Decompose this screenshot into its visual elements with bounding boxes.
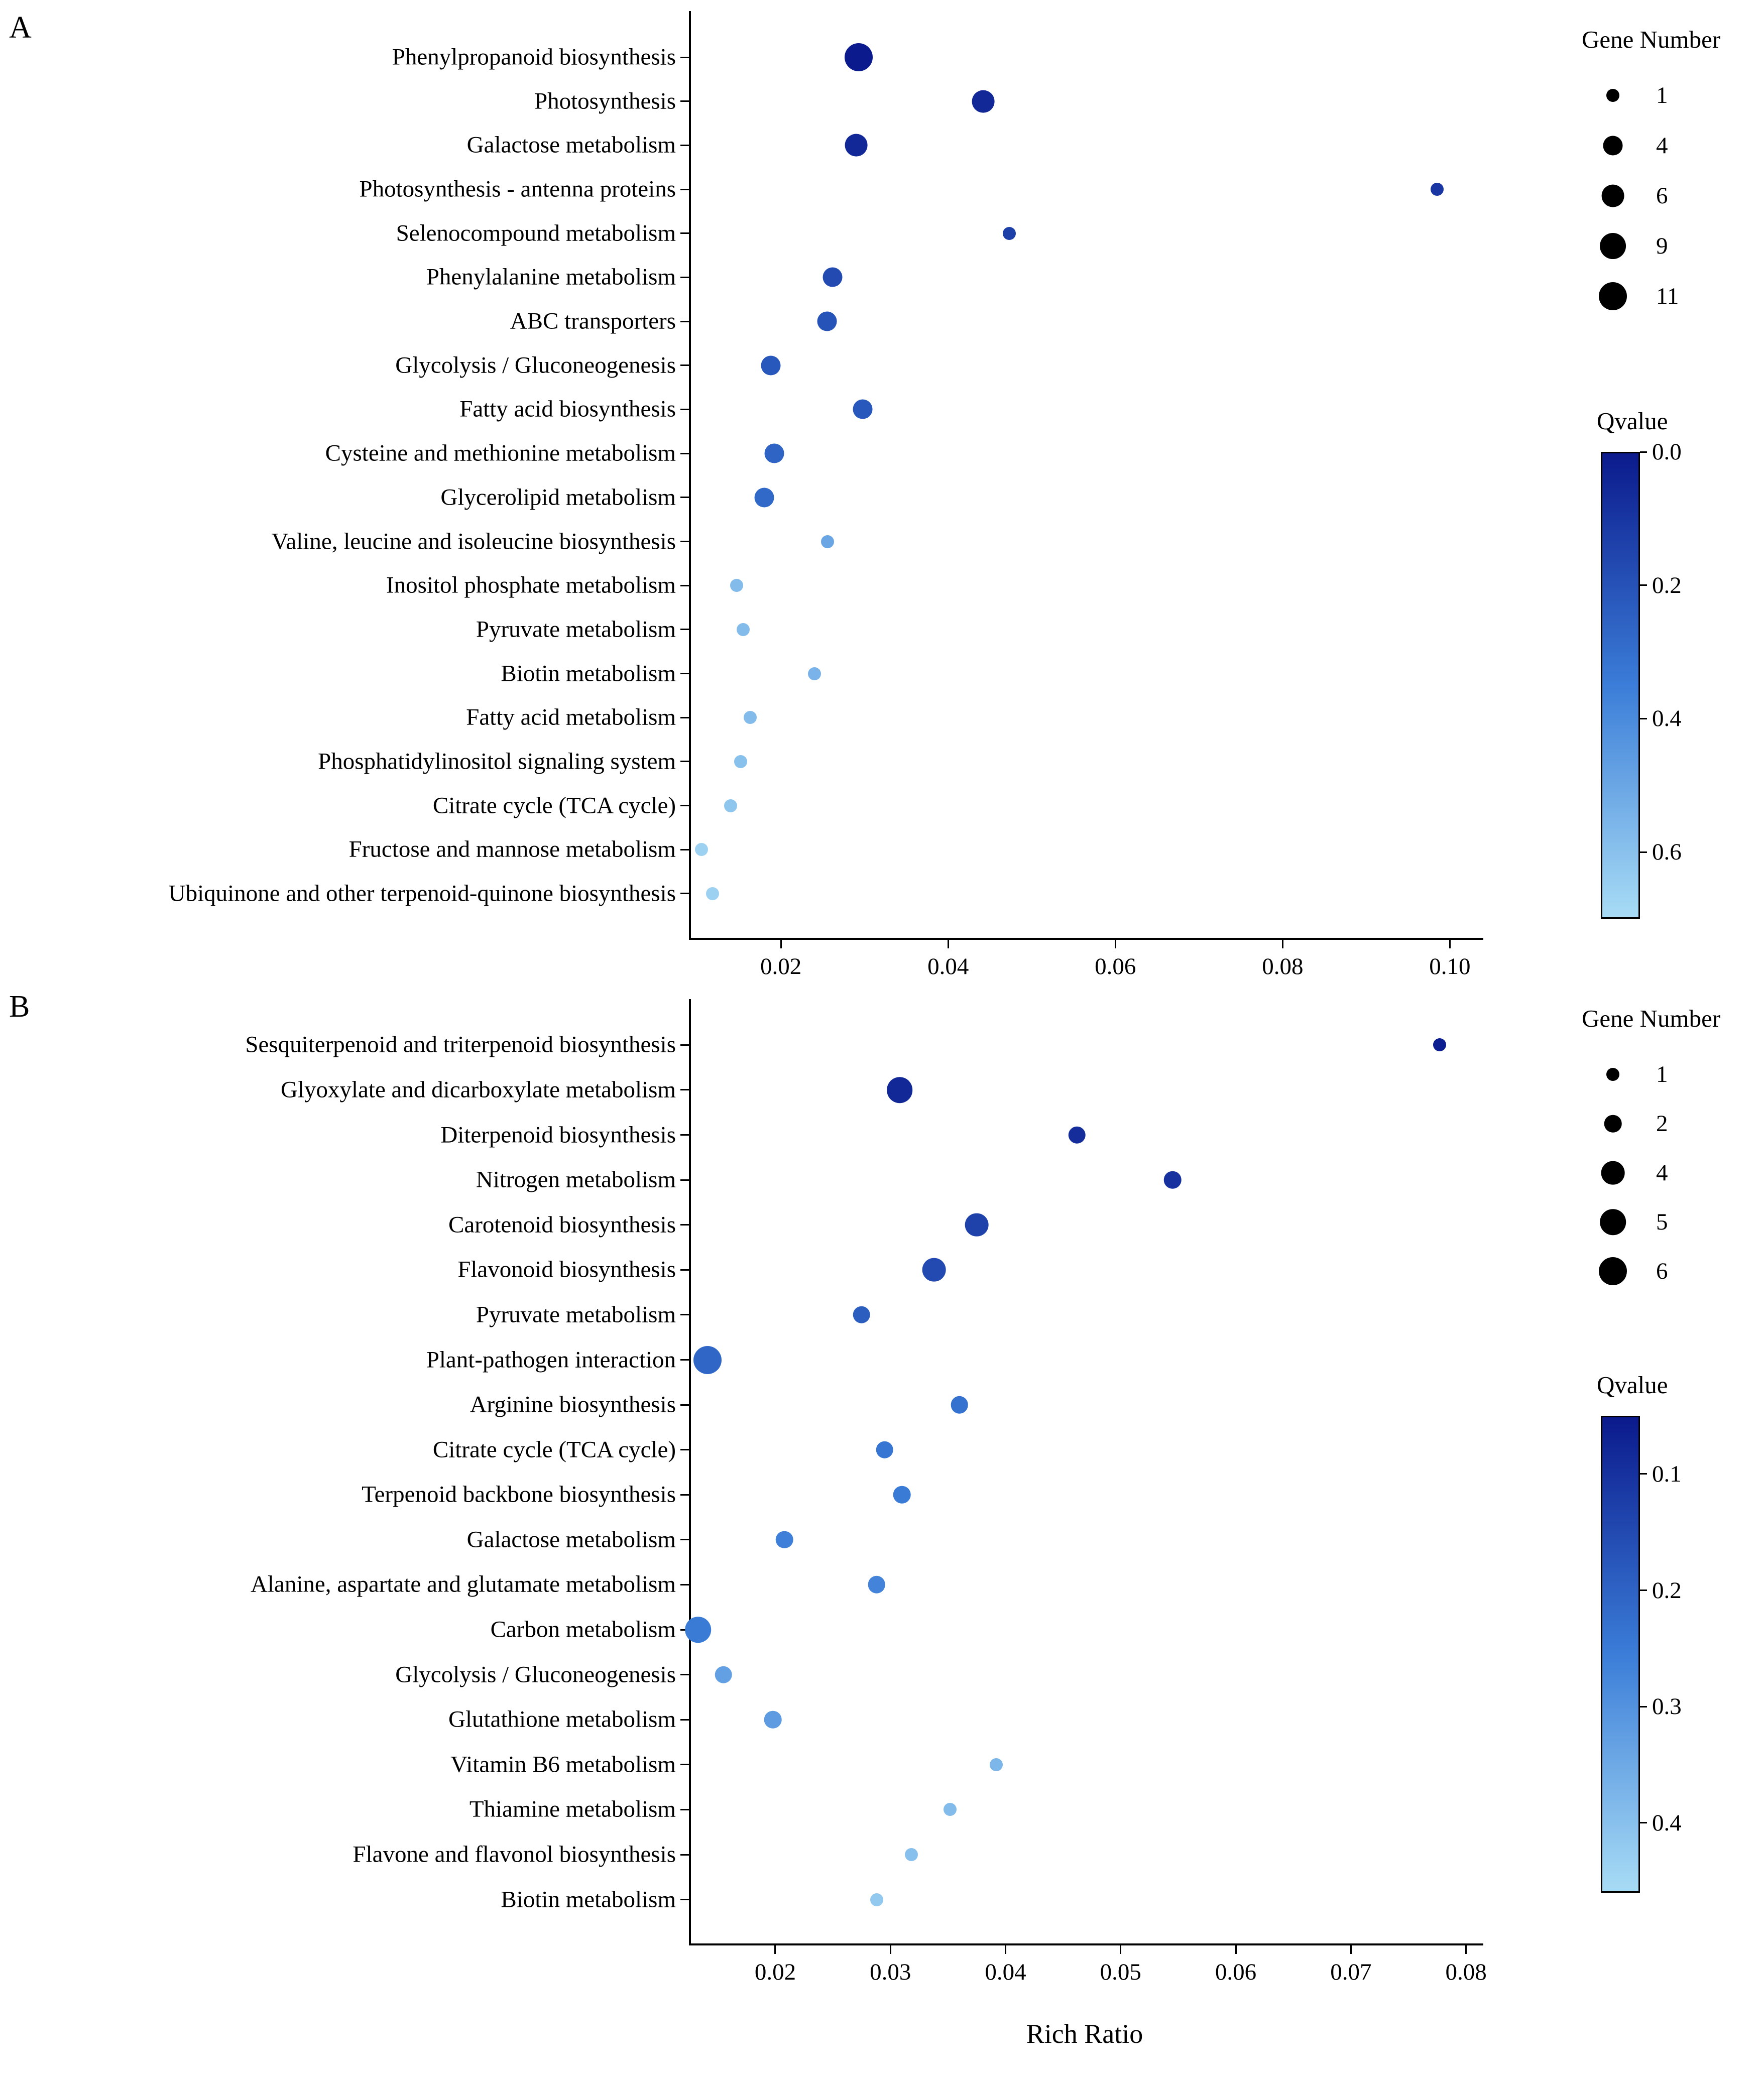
- data-point: [737, 623, 750, 636]
- y-axis-tick: [680, 1134, 689, 1136]
- qvalue-colorbar-label: 0.4: [1652, 705, 1682, 732]
- data-point: [1003, 227, 1016, 240]
- data-point: [887, 1077, 913, 1103]
- data-point: [1431, 183, 1444, 196]
- category-label: Galactose metabolism: [466, 132, 676, 158]
- category-label: Fructose and mannose metabolism: [348, 836, 676, 863]
- gene-number-legend-label: 9: [1656, 233, 1668, 259]
- y-axis-tick: [680, 541, 689, 542]
- gene-number-legend-label: 5: [1656, 1209, 1668, 1235]
- category-label: Valine, leucine and isoleucine biosynthesis: [271, 528, 676, 555]
- x-axis-tick: [774, 1945, 776, 1954]
- category-label: ABC transporters: [510, 308, 676, 334]
- category-label: Glycolysis / Gluconeogenesis: [395, 1661, 676, 1688]
- category-label: Glyoxylate and dicarboxylate metabolism: [280, 1076, 676, 1103]
- y-axis-tick: [680, 1314, 689, 1315]
- y-axis-tick: [680, 673, 689, 674]
- gene-number-legend-swatch: [1604, 1115, 1622, 1133]
- gene-number-legend-label: 1: [1656, 1061, 1668, 1087]
- x-axis-tick: [780, 940, 782, 948]
- category-label: Biotin metabolism: [501, 660, 676, 687]
- data-point: [685, 1617, 712, 1643]
- panel-b-plot-area: [689, 999, 1483, 1945]
- y-axis-tick: [680, 1764, 689, 1765]
- gene-number-legend-label: 6: [1656, 183, 1668, 209]
- x-axis-tick: [1005, 1945, 1006, 1954]
- y-axis-tick: [680, 497, 689, 498]
- category-label: Biotin metabolism: [501, 1886, 676, 1913]
- data-point: [761, 355, 781, 375]
- category-label: Glycerolipid metabolism: [440, 484, 676, 511]
- qvalue-colorbar-tick: [1640, 1706, 1647, 1707]
- category-label: Pyruvate metabolism: [476, 1301, 676, 1328]
- x-axis-tick-label: 0.06: [1215, 1959, 1257, 1985]
- y-axis-tick: [680, 1899, 689, 1900]
- y-axis-tick: [680, 805, 689, 806]
- gene-number-legend-swatch: [1601, 1161, 1625, 1185]
- x-axis-title: Rich Ratio: [1026, 2019, 1143, 2049]
- data-point: [764, 444, 784, 463]
- y-axis-tick: [680, 1449, 689, 1450]
- y-axis-tick: [680, 100, 689, 102]
- data-point: [944, 1803, 957, 1816]
- data-point: [876, 1441, 893, 1458]
- y-axis-tick: [680, 1044, 689, 1046]
- category-label: Diterpenoid biosynthesis: [440, 1122, 676, 1148]
- data-point: [870, 1893, 883, 1906]
- category-label: Glutathione metabolism: [448, 1706, 676, 1733]
- data-point: [706, 887, 719, 900]
- y-axis-tick: [680, 145, 689, 146]
- x-axis-tick: [1350, 1945, 1352, 1954]
- data-point: [853, 400, 873, 419]
- y-axis-tick: [680, 1404, 689, 1406]
- x-axis-tick-label: 0.05: [1100, 1959, 1141, 1985]
- gene-number-legend-label: 11: [1656, 283, 1679, 309]
- category-label: Ubiquinone and other terpenoid-quinone biosynthesis: [168, 880, 676, 907]
- y-axis-tick: [680, 1494, 689, 1496]
- y-axis-tick: [680, 1269, 689, 1271]
- qvalue-colorbar-label: 0.1: [1652, 1460, 1682, 1487]
- data-point: [893, 1486, 911, 1504]
- gene-number-legend-label: 4: [1656, 133, 1668, 159]
- data-point: [695, 843, 708, 856]
- data-point: [734, 755, 747, 768]
- category-label: Cysteine and methionine metabolism: [325, 440, 676, 466]
- category-label: Plant-pathogen interaction: [426, 1347, 676, 1373]
- y-axis-tick: [680, 1539, 689, 1540]
- qvalue-colorbar-label: 0.6: [1652, 839, 1682, 866]
- category-label: Inositol phosphate metabolism: [386, 572, 676, 598]
- y-axis-tick: [680, 585, 689, 586]
- y-axis-tick: [680, 1674, 689, 1675]
- y-axis-tick: [680, 232, 689, 234]
- qvalue-colorbar: [1601, 1416, 1640, 1893]
- x-axis-tick: [1465, 1945, 1467, 1954]
- category-label: Carotenoid biosynthesis: [448, 1211, 676, 1238]
- data-point: [853, 1306, 871, 1324]
- data-point: [764, 1711, 782, 1729]
- panel-a: [0, 0, 1764, 984]
- qvalue-colorbar-tick: [1640, 1590, 1647, 1591]
- category-label: Thiamine metabolism: [469, 1796, 676, 1822]
- category-label: Photosynthesis: [534, 88, 676, 114]
- category-label: Photosynthesis - antenna proteins: [359, 176, 676, 202]
- gene-number-legend-title: Gene Number: [1582, 26, 1721, 53]
- category-label: Sesquiterpenoid and triterpenoid biosynthesis: [245, 1031, 676, 1058]
- gene-number-legend-label: 4: [1656, 1160, 1668, 1186]
- qvalue-colorbar-tick: [1640, 1822, 1647, 1823]
- data-point: [990, 1758, 1003, 1771]
- category-label: Selenocompound metabolism: [396, 220, 676, 247]
- category-label: Phenylalanine metabolism: [426, 264, 676, 290]
- x-axis-tick-label: 0.10: [1429, 953, 1471, 980]
- gene-number-legend-swatch: [1606, 89, 1619, 102]
- x-axis-tick-label: 0.02: [760, 953, 802, 980]
- y-axis-tick: [680, 277, 689, 278]
- qvalue-colorbar: [1601, 452, 1640, 919]
- gene-number-legend-swatch: [1602, 185, 1624, 207]
- data-point: [744, 711, 757, 724]
- x-axis-tick-label: 0.08: [1262, 953, 1304, 980]
- gene-number-legend-swatch: [1603, 136, 1623, 156]
- y-axis-tick: [680, 1854, 689, 1856]
- data-point: [730, 579, 743, 592]
- category-label: Glycolysis / Gluconeogenesis: [395, 352, 676, 379]
- data-point: [965, 1213, 989, 1237]
- x-axis-tick-label: 0.07: [1330, 1959, 1372, 1985]
- data-point: [951, 1396, 969, 1414]
- qvalue-colorbar-tick: [1640, 584, 1647, 586]
- data-point: [715, 1666, 733, 1683]
- panel-b-letter: B: [9, 990, 30, 1024]
- gene-number-legend-label: 2: [1656, 1111, 1668, 1137]
- qvalue-colorbar-tick: [1640, 851, 1647, 853]
- y-axis-tick: [680, 849, 689, 850]
- y-axis-tick: [680, 717, 689, 718]
- y-axis-tick: [680, 1584, 689, 1585]
- x-axis-tick-label: 0.06: [1095, 953, 1136, 980]
- category-label: Citrate cycle (TCA cycle): [432, 792, 676, 819]
- data-point: [808, 667, 821, 680]
- x-axis-tick-label: 0.04: [985, 1959, 1026, 1985]
- qvalue-colorbar-tick: [1640, 451, 1647, 453]
- panel-a-plot-area: [689, 11, 1483, 940]
- data-point: [1068, 1126, 1086, 1144]
- category-label: Galactose metabolism: [466, 1526, 676, 1553]
- category-label: Pyruvate metabolism: [476, 616, 676, 643]
- qvalue-colorbar-label: 0.3: [1652, 1693, 1682, 1720]
- x-axis-tick-label: 0.04: [927, 953, 969, 980]
- data-point: [693, 1346, 722, 1374]
- gene-number-legend-swatch: [1600, 233, 1626, 259]
- y-axis-tick: [680, 629, 689, 630]
- gene-number-legend-swatch: [1599, 282, 1627, 310]
- x-axis-tick: [890, 1945, 891, 1954]
- data-point: [922, 1258, 946, 1282]
- gene-number-legend-title: Gene Number: [1582, 1005, 1721, 1032]
- category-label: Arginine biosynthesis: [469, 1391, 676, 1418]
- data-point: [845, 43, 873, 71]
- y-axis-tick: [680, 1179, 689, 1181]
- y-axis-tick: [680, 1359, 689, 1361]
- category-label: Flavone and flavonol biosynthesis: [352, 1841, 676, 1868]
- panel-b: [0, 984, 1764, 2078]
- data-point: [823, 268, 843, 287]
- y-axis-tick: [680, 893, 689, 894]
- y-axis-tick: [680, 189, 689, 190]
- x-axis-tick: [1120, 1945, 1121, 1954]
- category-label: Fatty acid biosynthesis: [459, 396, 676, 422]
- data-point: [817, 312, 837, 331]
- qvalue-colorbar-tick: [1640, 718, 1647, 719]
- data-point: [821, 535, 834, 548]
- y-axis-tick: [680, 1089, 689, 1090]
- category-label: Terpenoid backbone biosynthesis: [362, 1481, 676, 1508]
- category-label: Vitamin B6 metabolism: [450, 1751, 676, 1778]
- data-point: [1164, 1171, 1182, 1189]
- category-label: Flavonoid biosynthesis: [457, 1256, 676, 1283]
- y-axis-tick: [680, 1224, 689, 1226]
- qvalue-colorbar-label: 0.4: [1652, 1809, 1682, 1836]
- qvalue-legend-title: Qvalue: [1597, 1371, 1668, 1399]
- category-label: Alanine, aspartate and glutamate metabolism: [250, 1571, 676, 1598]
- gene-number-legend-swatch: [1599, 1257, 1627, 1285]
- y-axis-tick: [680, 321, 689, 322]
- gene-number-legend-label: 6: [1656, 1258, 1668, 1284]
- y-axis-tick: [680, 57, 689, 58]
- qvalue-colorbar-tick: [1640, 1473, 1647, 1475]
- panel-a-letter: A: [9, 11, 32, 45]
- x-axis-tick-label: 0.03: [870, 1959, 911, 1985]
- gene-number-legend-swatch: [1600, 1209, 1626, 1235]
- category-label: Carbon metabolism: [490, 1616, 676, 1643]
- category-label: Citrate cycle (TCA cycle): [432, 1436, 676, 1463]
- x-axis-tick: [1235, 1945, 1237, 1954]
- x-axis-tick: [948, 940, 949, 948]
- qvalue-colorbar-label: 0.2: [1652, 572, 1682, 598]
- gene-number-legend-swatch: [1606, 1068, 1619, 1081]
- category-label: Phosphatidylinositol signaling system: [318, 748, 676, 775]
- qvalue-colorbar-label: 0.2: [1652, 1577, 1682, 1604]
- data-point: [868, 1576, 885, 1594]
- qvalue-colorbar-label: 0.0: [1652, 439, 1682, 465]
- y-axis-tick: [680, 1719, 689, 1721]
- y-axis-tick: [680, 1809, 689, 1810]
- category-label: Phenylpropanoid biosynthesis: [392, 44, 676, 70]
- y-axis-tick: [680, 364, 689, 366]
- data-point: [845, 134, 868, 157]
- data-point: [972, 90, 995, 112]
- data-point: [776, 1531, 793, 1549]
- x-axis-tick: [1282, 940, 1283, 948]
- x-axis-tick-label: 0.08: [1445, 1959, 1487, 1985]
- y-axis-tick: [680, 453, 689, 454]
- qvalue-legend-title: Qvalue: [1597, 407, 1668, 435]
- data-point: [724, 799, 737, 812]
- category-label: Fatty acid metabolism: [466, 704, 676, 730]
- data-point: [1433, 1038, 1446, 1051]
- y-axis-tick: [680, 761, 689, 762]
- x-axis-tick: [1115, 940, 1116, 948]
- category-label: Nitrogen metabolism: [476, 1166, 676, 1193]
- data-point: [905, 1848, 918, 1861]
- y-axis-tick: [680, 409, 689, 410]
- x-axis-tick: [1449, 940, 1451, 948]
- x-axis-tick-label: 0.02: [754, 1959, 796, 1985]
- data-point: [754, 487, 774, 507]
- gene-number-legend-label: 1: [1656, 82, 1668, 108]
